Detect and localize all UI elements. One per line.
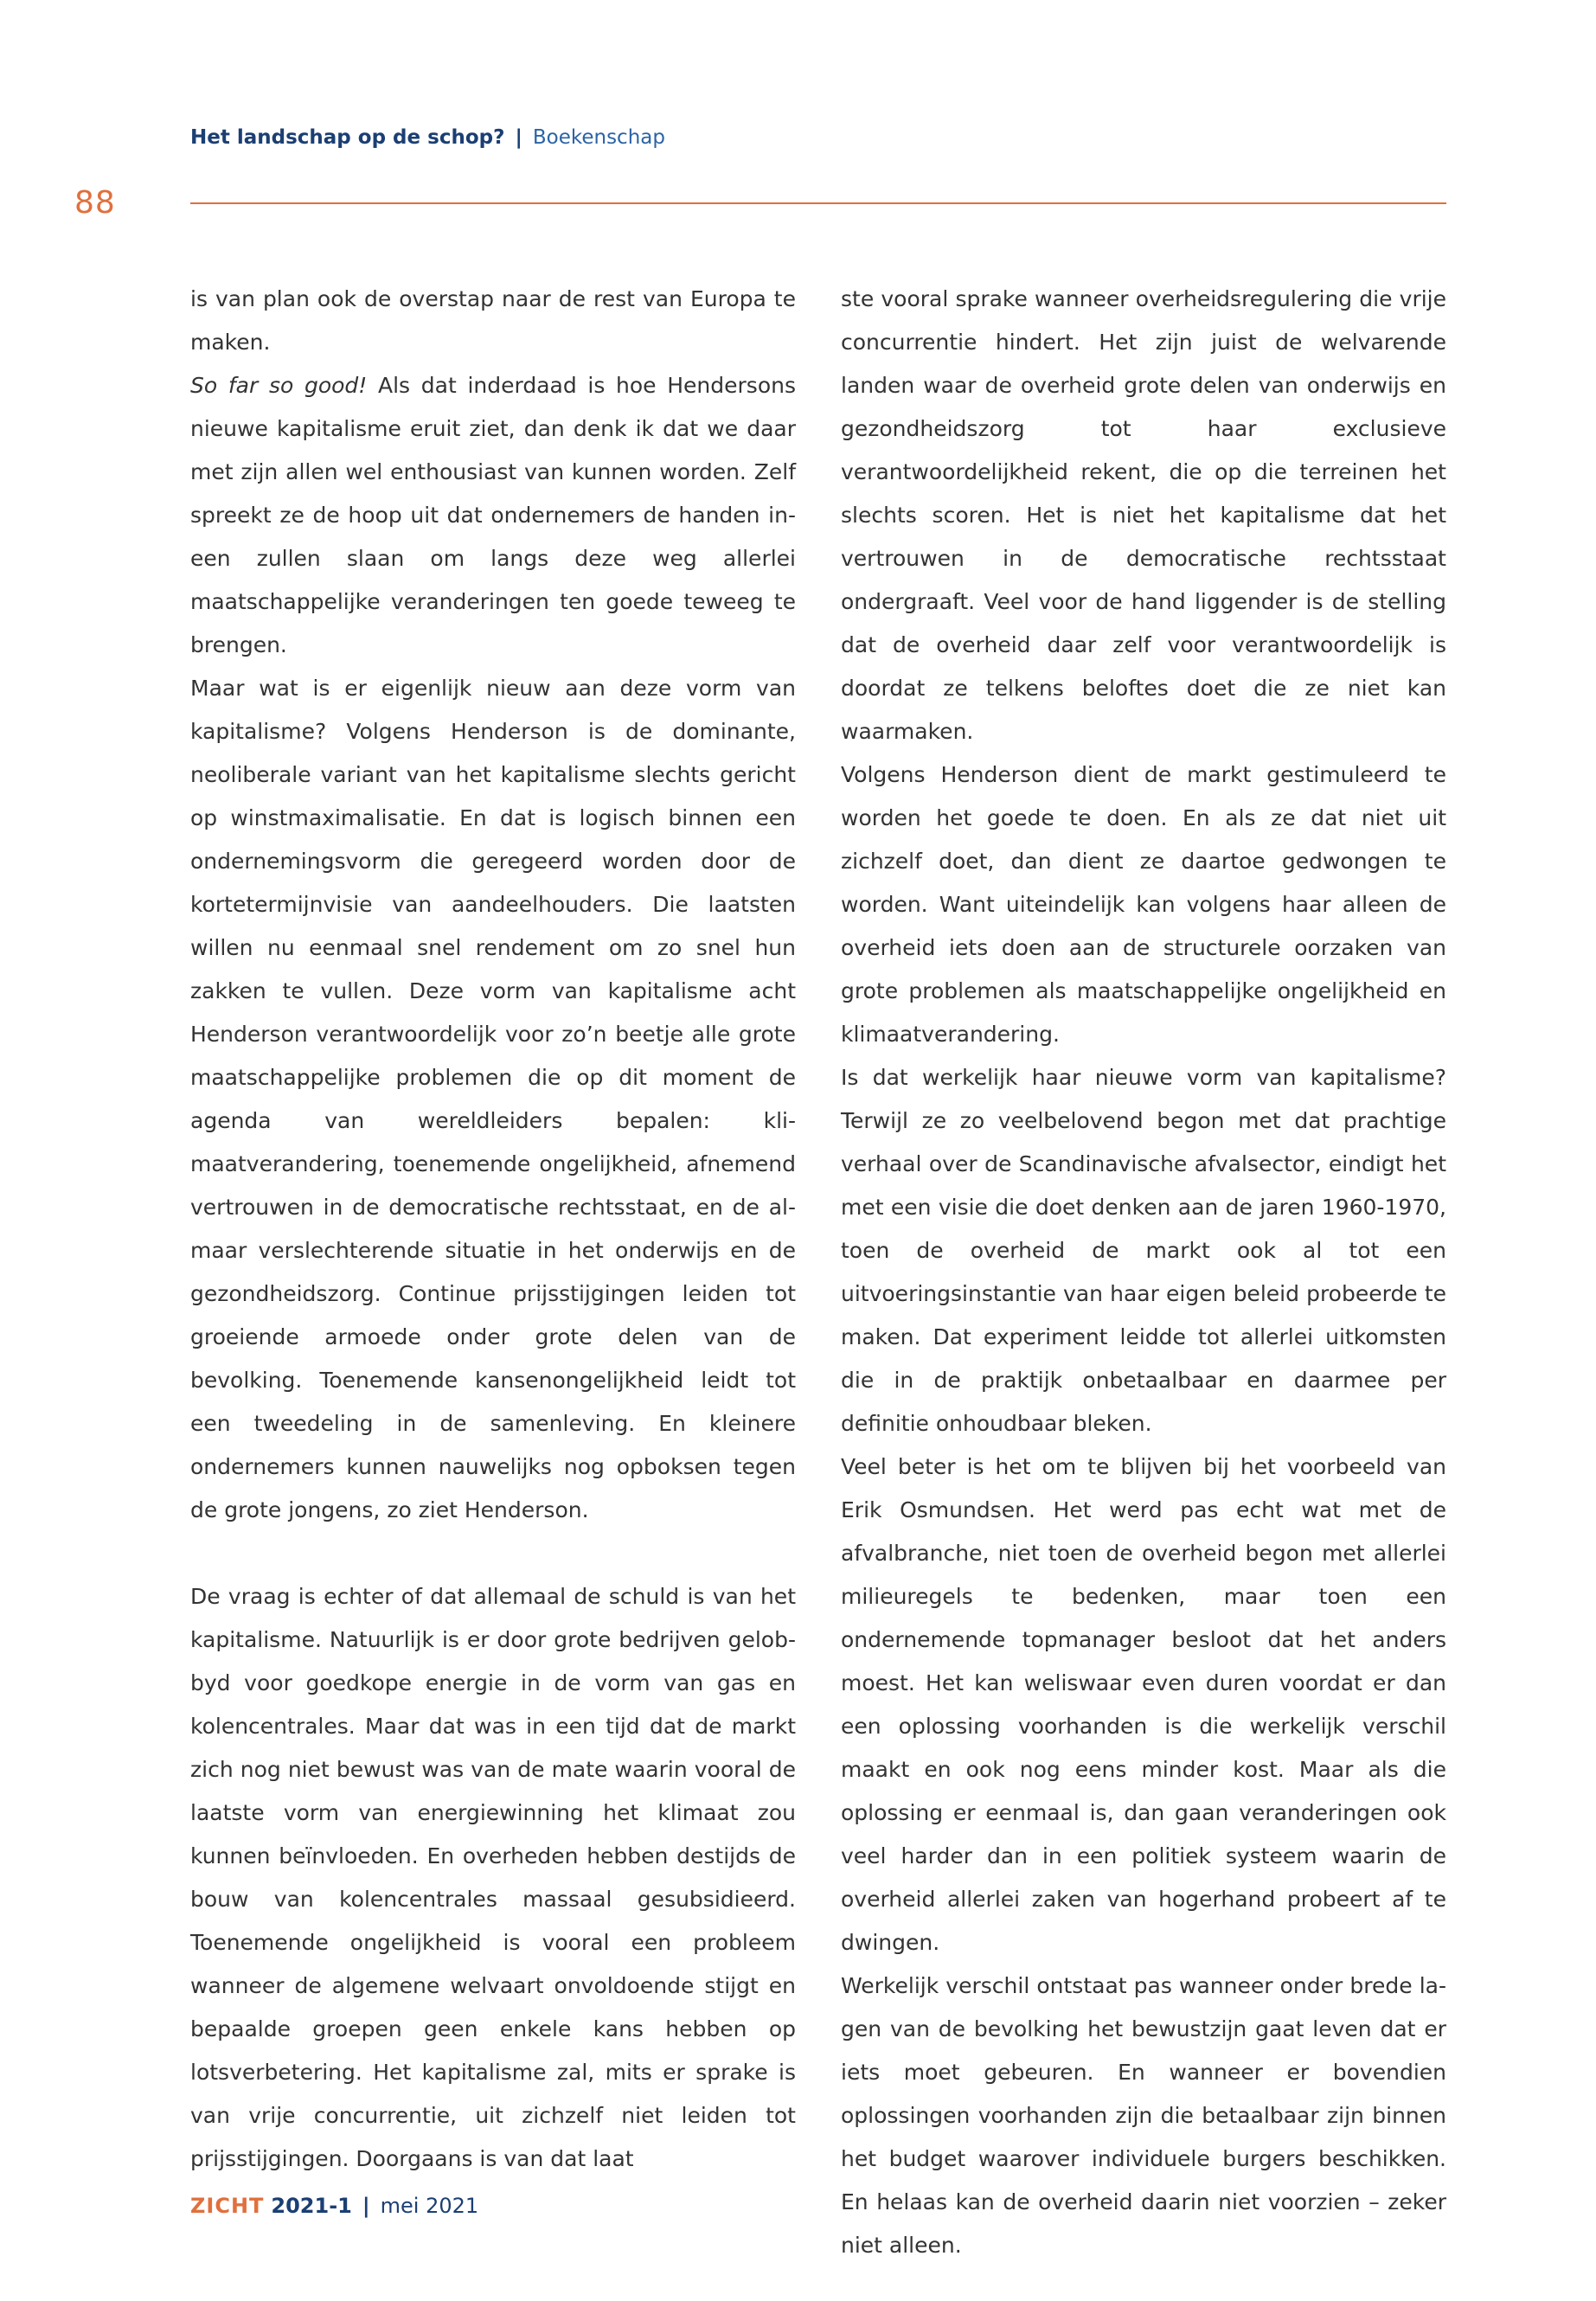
issue-date: mei 2021: [380, 2194, 479, 2218]
page-footer: [190, 2194, 478, 2218]
paragraph: Veel beter is het om te blijven bij het voorbeeld van Erik Osmundsen. Het werd pas echt wat met de afvalbranche, niet toen de overheid begon met allerlei milieuregels te bedenken, maar toen een ondernemende topmanager besloot dat het anders moest. Het kan weliswaar even duren voordat er dan een oplossing voorhanden is die werkelijk verschil maakt en ook nog eens minder kost. Maar als die oplossing er eenmaal is, dan gaan veranderingen ook veel harder dan in een politiek systeem waarin de overheid allerlei zaken van hogerhand probeert af te dwingen.: [841, 1454, 1446, 1955]
issue-number: 2021-1: [271, 2194, 352, 2218]
paragraph: ste vooral sprake wanneer overheidsregulering die vrije concurrentie hindert. Het zijn juist de welvarende landen waar de overheid grote delen van onderwijs en gezondheidszorg tot haar exclusieve verantwoordelijkheid rekent, die op die terreinen het slechts scoren. Het is niet het kapitalisme dat het vertrouwen in de democratische rechtsstaat ondergraaft. Veel voor de hand liggender is de stelling dat de overheid daar zelf voor verantwoordelijk is doordat ze telkens beloftes doet die ze niet kan waarmaken.: [841, 286, 1446, 744]
running-head-separator: |: [515, 126, 522, 149]
page-number: 88: [74, 185, 116, 221]
paragraph: Is dat werkelijk haar nieuwe vorm van kapitalisme? Terwijl ze zo veelbelovend begon met dat prachtige verhaal over de Scandinavische afvalsector, eindigt het met een visie die doet denken aan de jaren 1960-1970, toen de overheid de markt ook al tot een uitvoeringsinstantie van haar eigen beleid probeerde te maken. Dat experiment leidde tot allerlei uitkomsten die in de praktijk onbetaalbaar en daarmee per definitie onhoudbaar bleken.: [841, 1065, 1446, 1436]
paragraph: Werkelijk verschil ontstaat pas wanneer onder brede lagen van de bevolking het bewustzijn gaat leven dat er iets moet gebeuren. En wanneer er bovendien oplossingen voorhanden zijn die betaalbaar zijn binnen het budget waarover individuele burgers beschikken. En helaas kan de overheid daarin niet voorzien – zeker niet alleen.: [841, 1973, 1446, 2258]
publication-title: Het landschap op de schop?: [190, 126, 505, 149]
section-name: Boekenschap: [532, 126, 665, 149]
header-rule: [190, 202, 1446, 204]
paragraph: Volgens Henderson dient de markt gestimuleerd te worden het goede te doen. En als ze dat niet uit zichzelf doet, dan dient ze daartoe gedwongen te worden. Want uiteindelijk kan volgens haar alleen de overheid iets doen aan de structurele oorzaken van grote problemen als maatschappelijke ongelijkheid en klimaatverandering.: [841, 762, 1446, 1047]
magazine-name: ZICHT: [190, 2194, 265, 2218]
paragraph: is van plan ook de overstap naar de rest van Europa te maken.: [190, 286, 796, 355]
paragraph: [190, 364, 796, 667]
paragraph: Maar wat is er eigenlijk nieuw aan deze vorm van kapitalisme? Volgens Henderson is de dominante, neoliberale variant van het kapitalisme slechts gericht op winstmaximalisatie. En dat is logisch binnen een ondernemingsvorm die geregeerd worden door de kortetermijnvisie van aandeelhouders. Die laatsten willen nu eenmaal snel rendement om zo snel hun zakken te vullen. Deze vorm van kapitalisme acht Henderson verantwoordelijk voor zo’n beetje alle grote maatschappelijke problemen die op dit moment de agenda van wereldleiders bepalen: klimaatverandering, toenemende ongelijkheid, afnemend vertrouwen in de democratische rechtsstaat, en de almaar verslechterende situatie in het onderwijs en de gezondheidszorg. Continue prijsstijgingen leiden tot groeiende armoede onder grote delen van de bevolking. Toenemende kansenongelijkheid leidt tot een tweedeling in de samenleving. En kleinere ondernemers kunnen nauwelijks nog opboksen tegen de grote jongens, zo ziet Henderson.: [190, 676, 796, 1522]
running-head: [190, 126, 665, 149]
paragraph-text: Als dat inderdaad is hoe Hendersons nieuwe kapitalisme eruit ziet, dan denk ik dat we daar met zijn allen wel enthousiast van kunnen worden. Zelf spreekt ze de hoop uit dat ondernemers de handen ineen zullen slaan om langs deze weg allerlei maatschappelijke veranderingen ten goede teweeg te brengen.: [190, 373, 796, 657]
left-column: [190, 278, 796, 2181]
footer-separator: |: [362, 2194, 370, 2218]
paragraph: De vraag is echter of dat allemaal de schuld is van het kapitalisme. Natuurlijk is er door grote bedrijven gelobbyd voor goedkope energie in de vorm van gas en kolencentrales. Maar dat was in een tijd dat de markt zich nog niet bewust was van de mate waarin vooral de laatste vorm van energiewinning het klimaat zou kunnen beïnvloeden. En overheden hebben destijds de bouw van kolencentrales massaal gesubsidieerd. Toenemende ongelijkheid is vooral een probleem wanneer de algemene welvaart onvoldoende stijgt en bepaalde groepen geen enkele kans hebben op lotsverbetering. Het kapitalisme zal, mits er sprake is van vrije concurrentie, uit zichzelf niet leiden tot prijsstijgingen. Doorgaans is van dat laat: [190, 1584, 796, 2171]
italic-phrase: So far so good!: [190, 373, 368, 398]
right-column: [841, 278, 1446, 2267]
